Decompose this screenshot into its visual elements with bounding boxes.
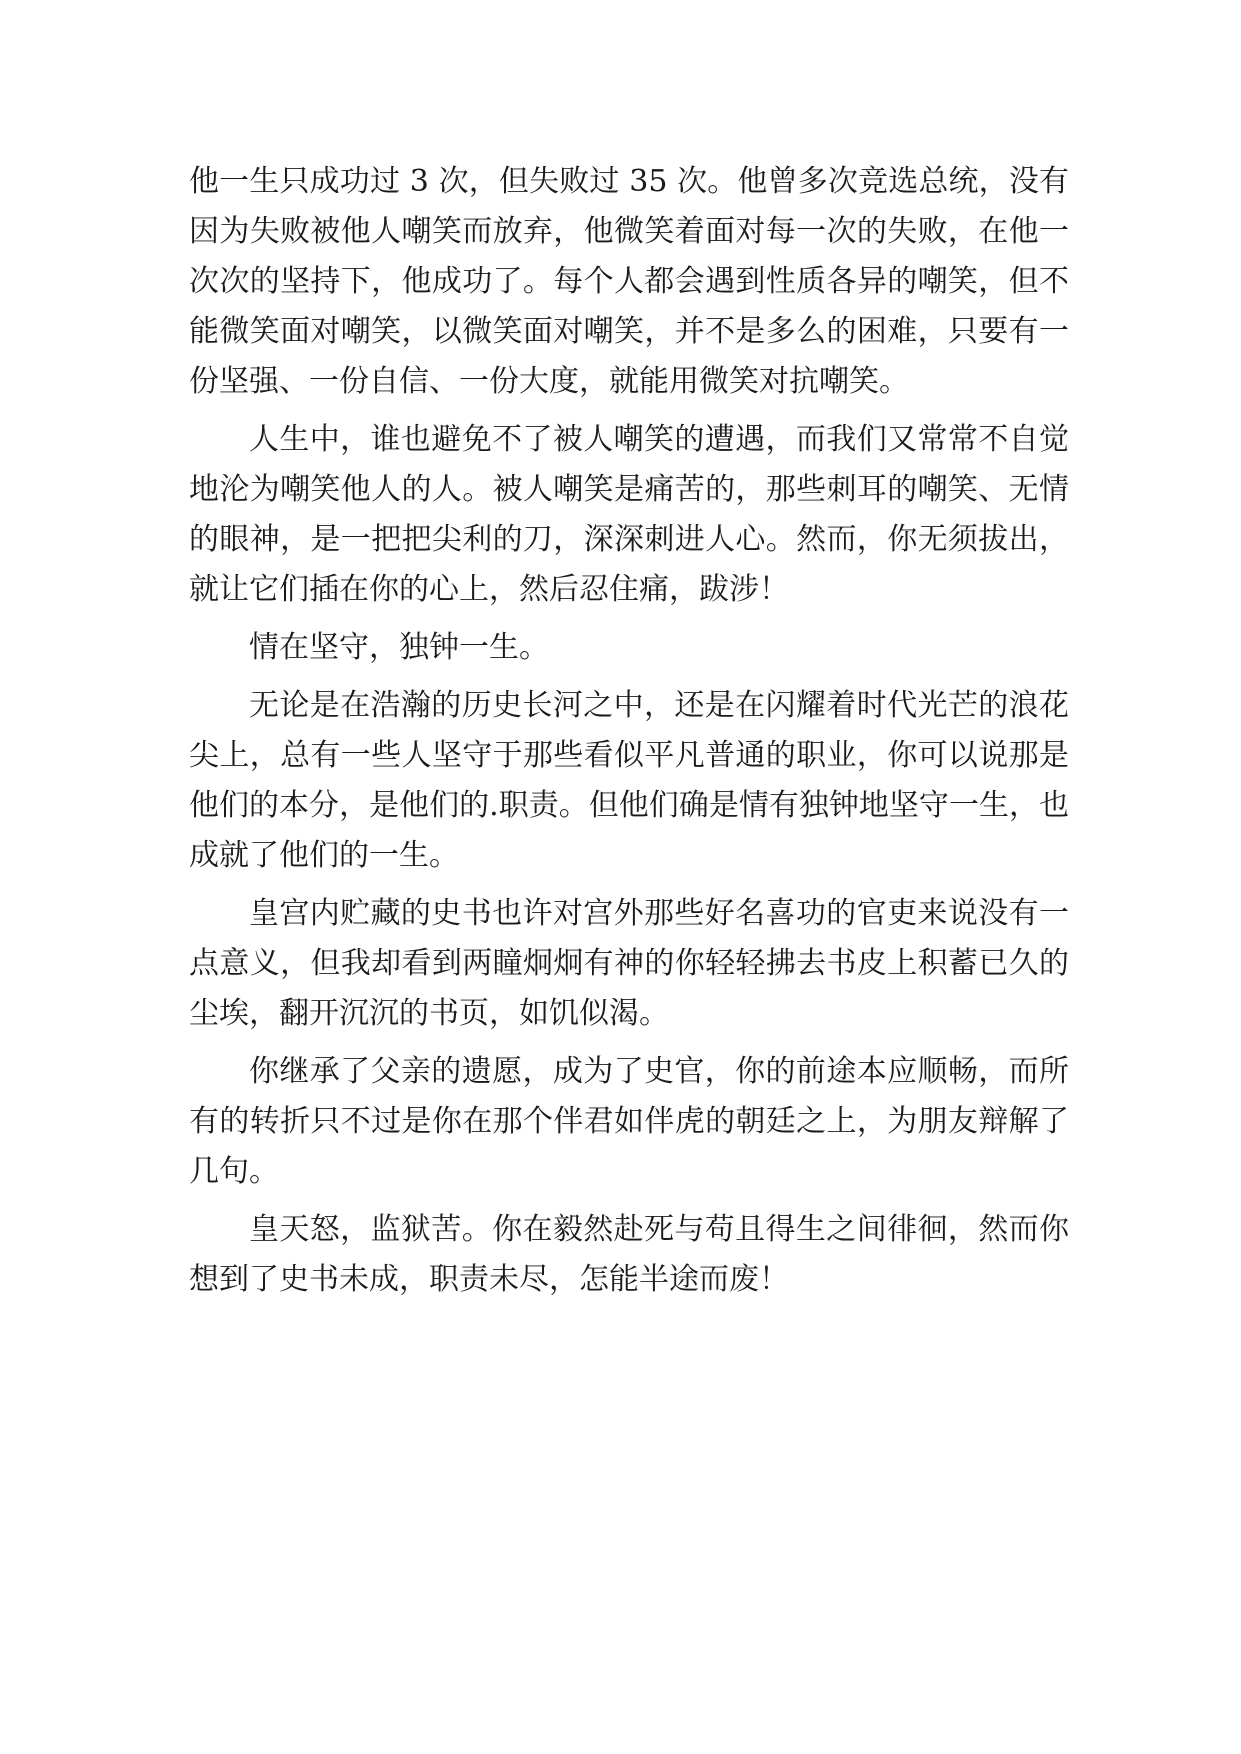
paragraph-5: 皇宫内贮藏的史书也许对宫外那些好名喜功的官吏来说没有一点意义，但我却看到两瞳炯炯有神的你轻轻拂去书皮上积蓄已久的尘埃，翻开沉沉的书页，如饥似渴。 [189,896,1069,1031]
paragraph-2: 人生中，谁也避免不了被人嘲笑的遭遇，而我们又常常不自觉地沦为嘲笑他人的人。被人嘲笑是痛苦的，那些刺耳的嘲笑、无情的眼神，是一把把尖利的刀，深深刺进人心。然而，你无须拔出，就让它们插在你的心上，然后忍住痛，跋涉！ [189,422,1069,607]
paragraph-4: 无论是在浩瀚的历史长河之中，还是在闪耀着时代光芒的浪花尖上，总有一些人坚守于那些看似平凡普通的职业，你可以说那是他们的本分，是他们的.职责。但他们确是情有独钟地坚守一生，也成就了他们的一生。 [189,688,1069,873]
paragraph-1: 他一生只成功过 3 次，但失败过 35 次。他曾多次竞选总统，没有因为失败被他人嘲笑而放弃，他微笑着面对每一次的失败，在他一次次的坚持下，他成功了。每个人都会遇到性质各异的嘲笑，但不能微笑面对嘲笑，以微笑面对嘲笑，并不是多么的困难，只要有一份坚强、一份自信、一份大度，就能用微笑对抗嘲笑。 [189,164,1069,399]
paragraph-6: 你继承了父亲的遗愿，成为了史官，你的前途本应顺畅，而所有的转折只不过是你在那个伴君如伴虎的朝廷之上，为朋友辩解了几句。 [189,1054,1069,1189]
document-page [189,157,1069,1313]
paragraph-7: 皇天怒，监狱苦。你在毅然赴死与苟且得生之间徘徊，然而你想到了史书未成，职责未尽，怎能半途而废！ [189,1212,1069,1297]
paragraph-3: 情在坚守，独钟一生。 [249,630,549,665]
